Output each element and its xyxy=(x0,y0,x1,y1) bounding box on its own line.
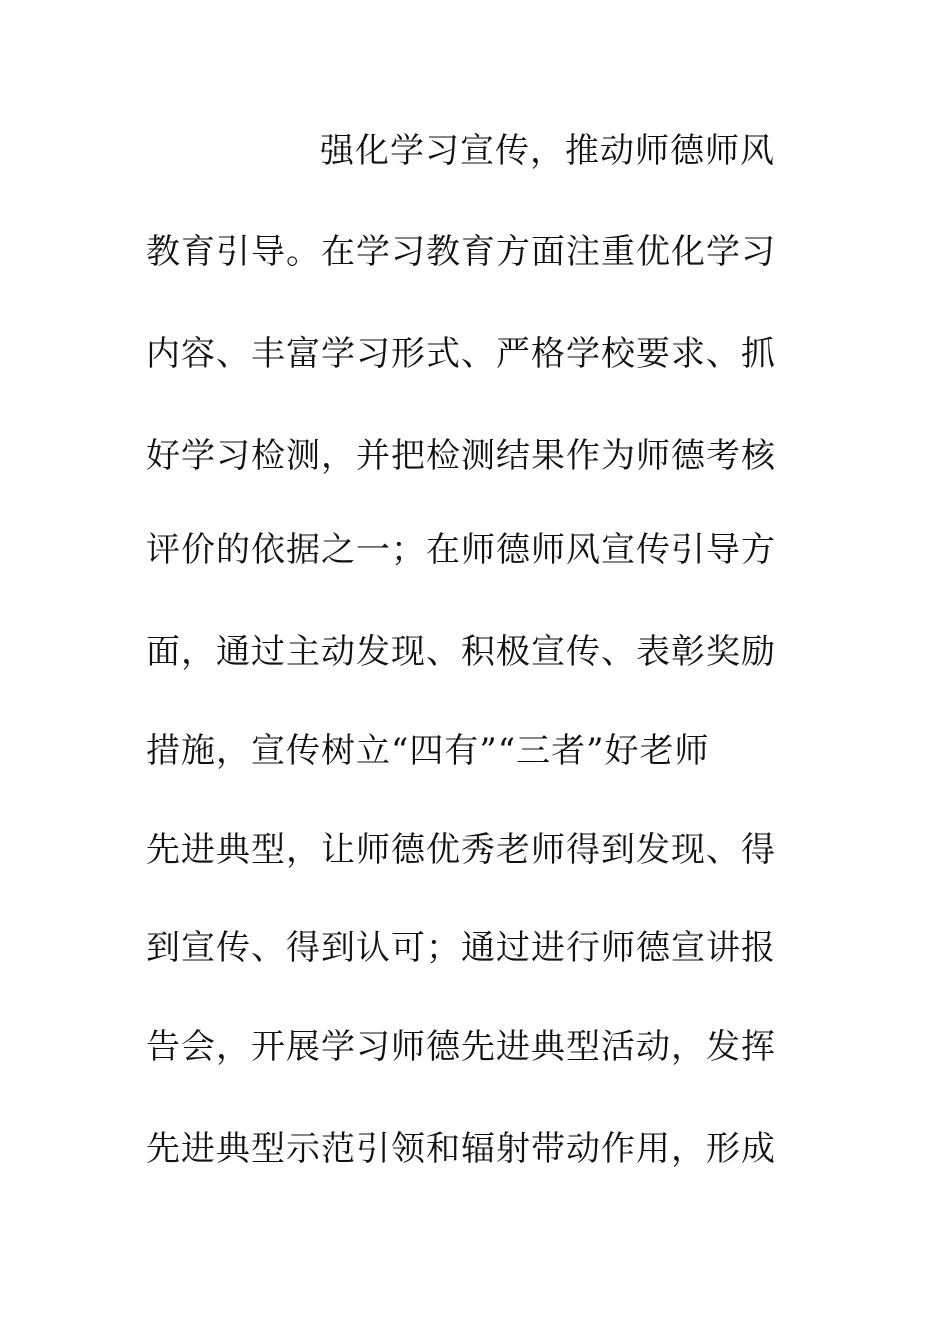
paragraph-line: 先进典型，让师德优秀老师得到发现、得 xyxy=(146,830,776,870)
paragraph-line: 教育引导。在学习教育方面注重优化学习 xyxy=(146,232,776,272)
paragraph-line: 好学习检测，并把检测结果作为师德考核 xyxy=(146,436,776,476)
paragraph-line: 强化学习宣传，推动师德师风 xyxy=(320,131,775,171)
paragraph-line: 到宣传、得到认可；通过进行师德宣讲报 xyxy=(146,928,776,968)
paragraph-line: 告会，开展学习师德先进典型活动，发挥 xyxy=(146,1027,776,1067)
paragraph-line: 措施，宣传树立“四有”“三者”好老师 xyxy=(146,731,710,771)
paragraph-line: 面，通过主动发现、积极宣传、表彰奖励 xyxy=(146,632,776,672)
paragraph-line: 内容、丰富学习形式、严格学校要求、抓 xyxy=(146,334,776,374)
paragraph-line: 评价的依据之一；在师德师风宣传引导方 xyxy=(146,530,776,570)
paragraph-line: 先进典型示范引领和辐射带动作用，形成 xyxy=(146,1129,776,1169)
